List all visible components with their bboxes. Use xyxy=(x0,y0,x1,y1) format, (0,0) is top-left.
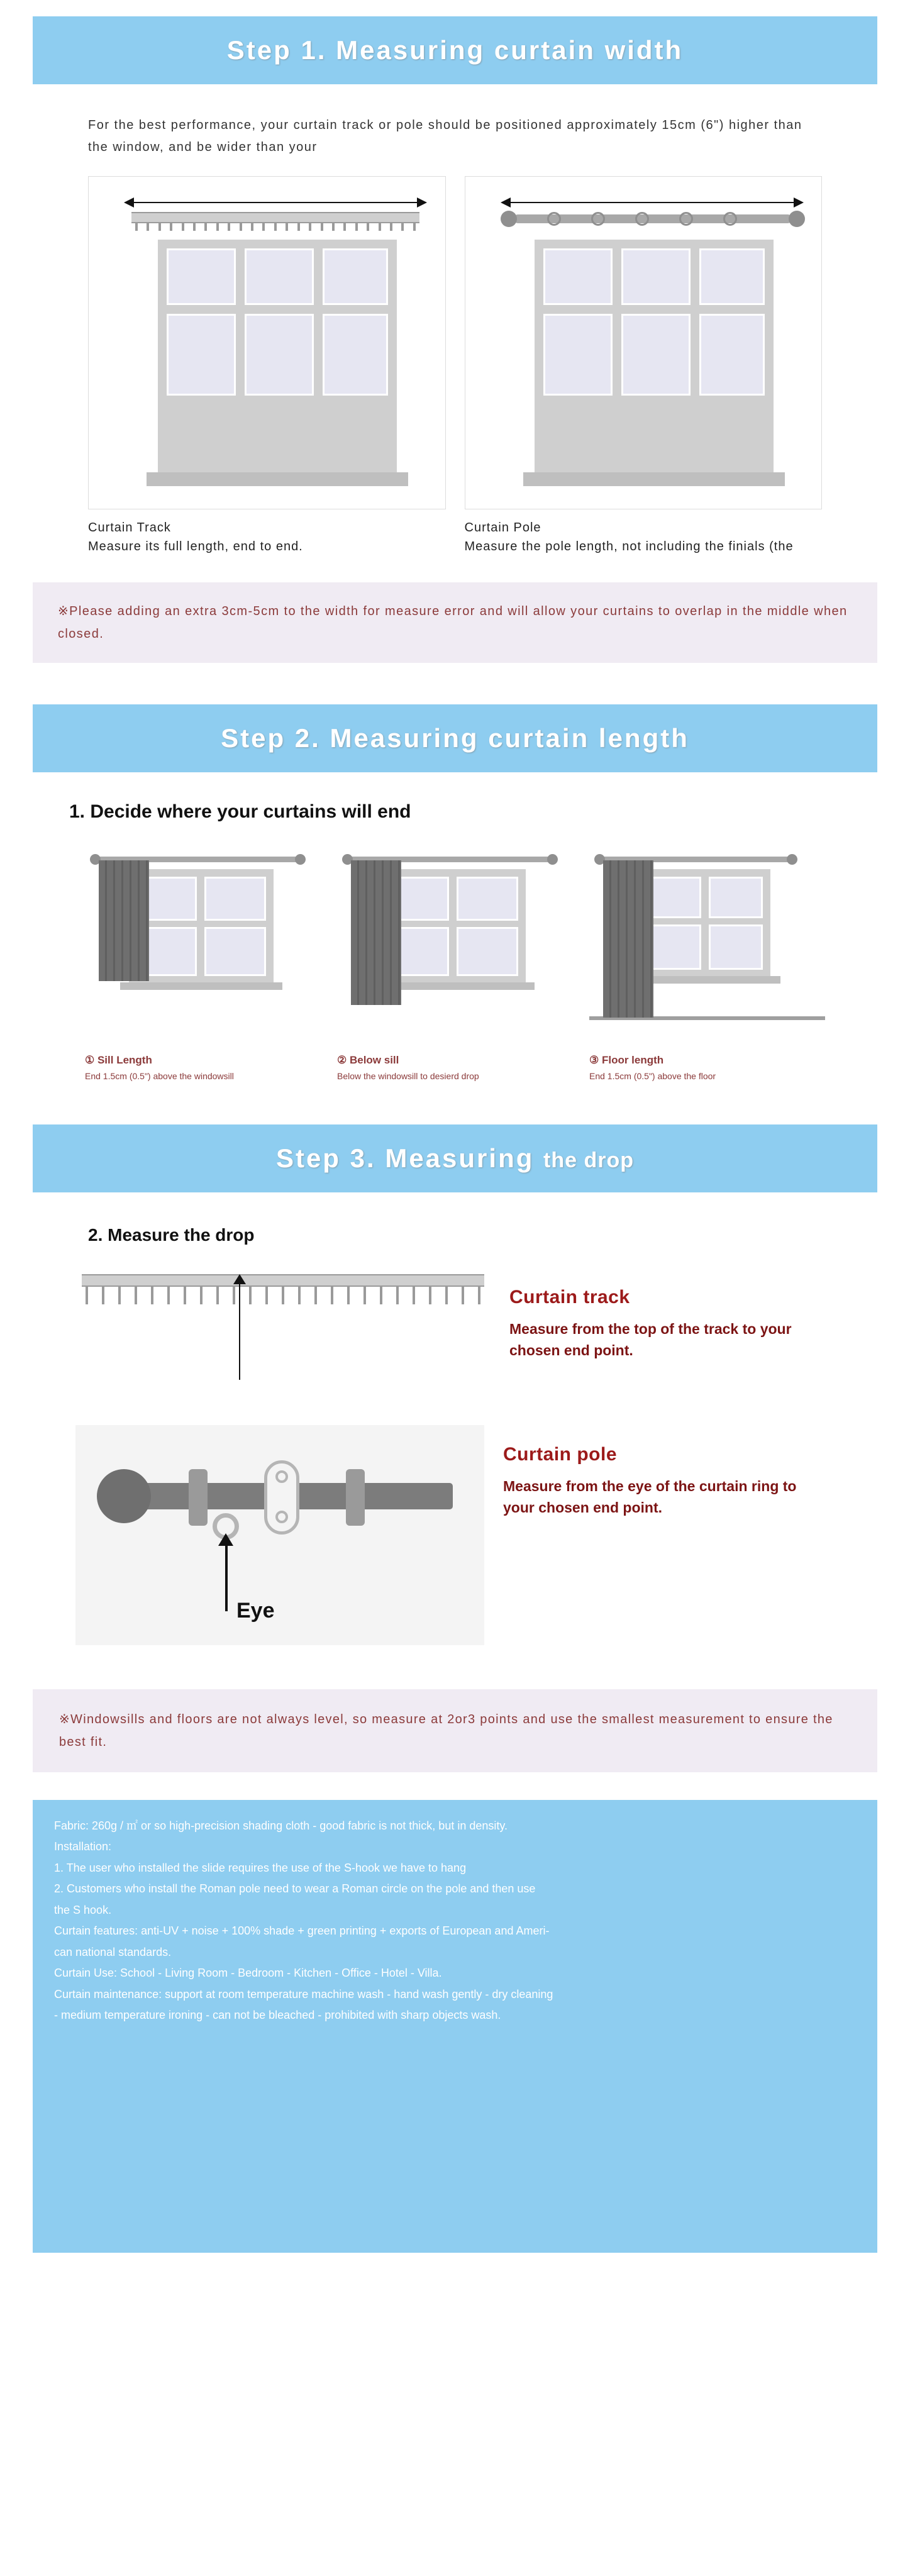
spacer-step3 xyxy=(0,1083,910,1124)
window-pane xyxy=(323,248,388,305)
step3-title xyxy=(276,1143,634,1174)
step3-banner xyxy=(33,1124,877,1192)
specifications-block xyxy=(33,1800,877,2253)
curtain-pole-body: Measure from the eye of the curtain ring to your chosen end point. xyxy=(503,1477,797,1516)
below-sill-sub: Below the windowsill to desierd drop xyxy=(337,1071,479,1081)
step1-banner xyxy=(33,16,877,84)
length-heading: 1. Decide where your curtains will end xyxy=(69,801,411,822)
curtain-panel xyxy=(351,860,401,1005)
window-pane xyxy=(204,927,266,976)
bracket-screw-icon xyxy=(275,1511,288,1523)
arrow-head-up-icon xyxy=(218,1533,233,1546)
width-examples-row xyxy=(88,176,822,556)
drop-heading: 2. Measure the drop xyxy=(88,1224,255,1245)
pole-window-illustration xyxy=(465,176,823,509)
spec-line: Installation: xyxy=(54,1840,112,1853)
window-pane xyxy=(204,877,266,921)
spec-line: Fabric: 260g / ㎡ or so high-precision shading cloth - good fabric is not thick, but in density. xyxy=(54,1819,508,1832)
step3-title-main: Step 3. Measuring xyxy=(275,1143,535,1173)
step2-title: Step 2. Measuring curtain length xyxy=(221,723,689,753)
level-notice: ※Windowsills and floors are not always level, so measure at 2or3 points and use the smallest measurement to ensure the best fit. xyxy=(33,1689,877,1772)
spec-line: - medium temperature ironing - can not be bleached - prohibited with sharp objects wash. xyxy=(54,2009,501,2022)
window-pane xyxy=(699,248,765,305)
spec-line: 1. The user who installed the slide requires the use of the S-hook we have to hang xyxy=(54,1861,467,1874)
curtain-panel xyxy=(99,860,149,981)
pole-finial-left-icon xyxy=(501,211,517,227)
pole-caption-body: Measure the pole length, not including the finials (the xyxy=(464,540,794,553)
spec-line: Curtain features: anti-UV + noise + 100% shade + green printing + exports of European and Ameri- xyxy=(54,1924,550,1938)
floor-length-title: ③ Floor length xyxy=(589,1054,664,1066)
step2-banner xyxy=(33,704,877,772)
track-hooks-icon xyxy=(135,223,416,231)
window-pane xyxy=(621,248,691,305)
window-pane xyxy=(699,314,765,396)
length-option-sill xyxy=(85,841,321,1083)
arrow-head-left-icon xyxy=(501,197,511,208)
window-pane xyxy=(621,314,691,396)
pole-finial-right-icon xyxy=(295,854,306,865)
spacer-step2 xyxy=(0,663,910,704)
pole-finial-right-icon xyxy=(547,854,558,865)
sill-length-illustration xyxy=(85,841,321,1049)
floor-length-sub: End 1.5cm (0.5") above the floor xyxy=(589,1071,716,1081)
intro-paragraph: For the best performance, your curtain track or pole should be positioned approximately 15cm (6") higher than the window, and be wider than your xyxy=(88,118,802,154)
pole-finial-right-icon xyxy=(789,211,805,227)
window-pane xyxy=(709,877,763,918)
pole-drop-text xyxy=(503,1425,805,1519)
sill-length-sub: End 1.5cm (0.5") above the windowsill xyxy=(85,1071,234,1081)
pole-finial-ball-icon xyxy=(97,1469,151,1523)
pole-ring-icon xyxy=(547,212,561,226)
arrow-head-left-icon xyxy=(124,197,134,208)
curtain-panel xyxy=(603,860,653,1018)
window-pane xyxy=(457,877,518,921)
curtain-track-rail xyxy=(82,1274,484,1287)
drop-pole-row xyxy=(75,1425,910,1645)
width-notice: ※Please adding an extra 3cm-5cm to the width for measure error and will allow your curtains to overlap in the middle when closed. xyxy=(33,582,877,663)
spec-line: the S hook. xyxy=(54,1903,112,1916)
window-pane xyxy=(543,314,613,396)
pole-bracket-icon xyxy=(189,1469,208,1526)
curtain-pole-title: Curtain pole xyxy=(503,1443,618,1465)
track-caption-body: Measure its full length, end to end. xyxy=(88,540,303,553)
eye-label: Eye xyxy=(236,1598,275,1623)
window-pane xyxy=(646,924,701,970)
pole-ring-icon xyxy=(591,212,605,226)
window-pane xyxy=(167,248,236,305)
curtain-track-rail xyxy=(131,212,419,223)
spec-line: Curtain Use: School - Living Room - Bedroom - Kitchen - Office - Hotel - Villa. xyxy=(54,1967,442,1980)
width-example-pole xyxy=(465,176,823,556)
length-option-below-sill xyxy=(337,841,573,1083)
pole-finial-right-icon xyxy=(787,854,797,865)
step1-title: Step 1. Measuring curtain width xyxy=(226,35,684,65)
window-pane xyxy=(167,314,236,396)
pole-drop-illustration xyxy=(75,1425,484,1645)
width-example-track xyxy=(88,176,446,556)
window-sill xyxy=(120,982,282,990)
curtain-track-title: Curtain track xyxy=(509,1286,630,1307)
window-pane xyxy=(323,314,388,396)
bracket-screw-icon xyxy=(275,1470,288,1483)
pole-ring-icon xyxy=(635,212,649,226)
drop-measure-line xyxy=(239,1279,240,1380)
floor-length-illustration xyxy=(589,841,825,1049)
curtain-track-body: Measure from the top of the track to your chosen end point. xyxy=(509,1320,792,1359)
pole-width-arrow xyxy=(509,202,794,203)
pole-ring-icon xyxy=(679,212,693,226)
arrow-head-up-icon xyxy=(233,1274,246,1284)
pole-ring-icon xyxy=(723,212,737,226)
sill-length-title: ① Sill Length xyxy=(85,1054,152,1066)
arrow-head-right-icon xyxy=(417,197,427,208)
track-drop-illustration xyxy=(75,1268,491,1394)
window-sill xyxy=(147,472,408,486)
length-option-floor xyxy=(589,841,825,1083)
window-pane xyxy=(543,248,613,305)
window-pane xyxy=(245,314,314,396)
window-pane xyxy=(646,877,701,918)
window-pane xyxy=(457,927,518,976)
spec-line: 2. Customers who install the Roman pole need to wear a Roman circle on the pole and then use xyxy=(54,1882,536,1896)
window-pane xyxy=(709,924,763,970)
track-caption-title: Curtain Track xyxy=(88,521,171,535)
below-sill-title: ② Below sill xyxy=(337,1054,399,1066)
pole-bracket-icon xyxy=(346,1469,365,1526)
window-sill xyxy=(523,472,785,486)
top-spacer xyxy=(0,0,910,16)
arrow-head-right-icon xyxy=(794,197,804,208)
track-hooks-icon xyxy=(86,1287,480,1304)
length-options-row xyxy=(85,841,825,1083)
spec-line: Curtain maintenance: support at room temperature machine wash - hand wash gently - dry cleaning xyxy=(54,1987,553,2001)
track-drop-text xyxy=(509,1268,811,1362)
below-sill-illustration xyxy=(337,841,573,1049)
spec-line: can national standards. xyxy=(54,1945,172,1958)
pole-caption-title: Curtain Pole xyxy=(464,521,541,535)
track-caption xyxy=(88,518,446,556)
track-width-arrow xyxy=(133,202,417,203)
window-pane xyxy=(245,248,314,305)
pole-caption xyxy=(465,518,823,556)
eye-measure-line xyxy=(225,1542,228,1611)
drop-track-row xyxy=(75,1268,910,1394)
step3-title-sub: the drop xyxy=(543,1148,635,1172)
track-window-illustration xyxy=(88,176,446,509)
